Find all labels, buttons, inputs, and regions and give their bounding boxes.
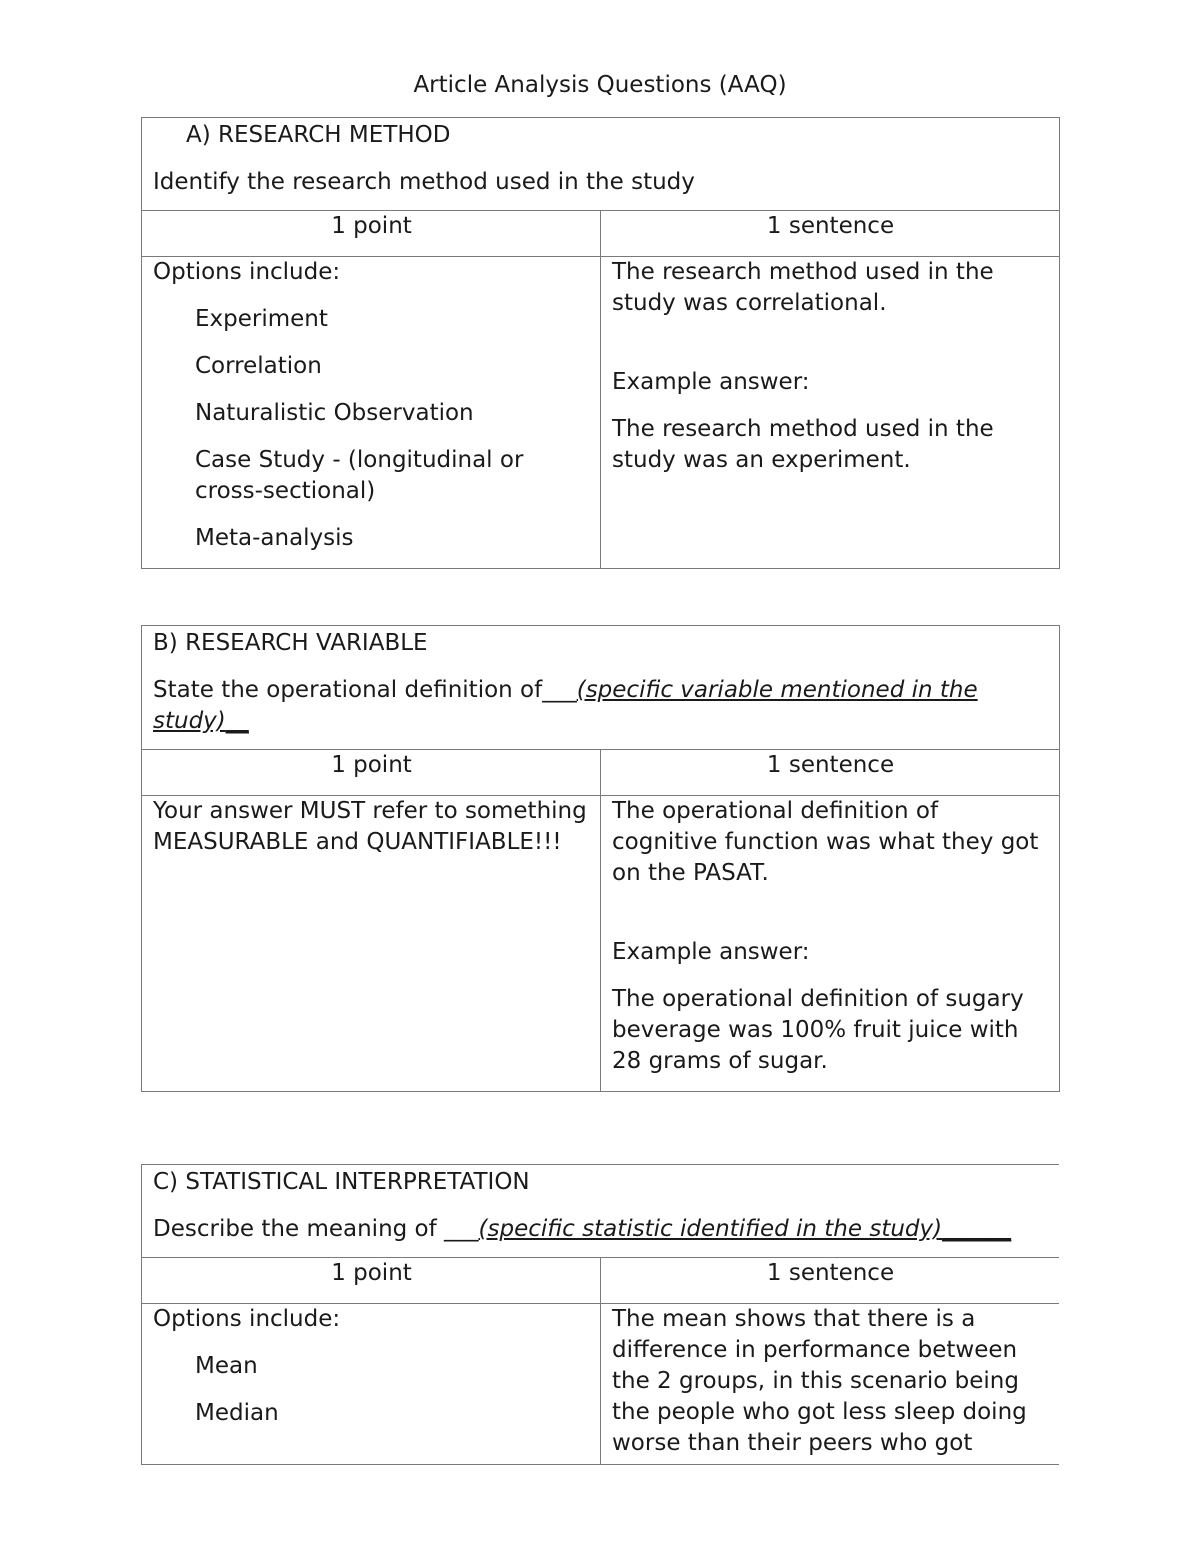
section-c-prompt-suffix: ______ xyxy=(942,1216,1012,1242)
section-c-options-cell xyxy=(142,1304,601,1466)
section-b-points-header: 1 point xyxy=(142,750,601,796)
research-variable-table xyxy=(141,625,1060,1092)
section-b-header xyxy=(142,626,1060,750)
section-b-heading: B) RESEARCH VARIABLE xyxy=(153,630,428,656)
section-a-options-intro: Options include: xyxy=(153,259,341,285)
section-b-answer-cell xyxy=(601,796,1060,1092)
document-title: Article Analysis Questions (AAQ) xyxy=(413,72,787,98)
section-b-prompt-suffix: __ xyxy=(225,708,249,734)
section-a-points-header: 1 point xyxy=(142,211,601,257)
section-b-answer: The operational definition of cognitive function was what they got on the PASAT. xyxy=(612,798,1039,886)
research-method-table xyxy=(141,117,1060,569)
section-b-sentence-header: 1 sentence xyxy=(601,750,1060,796)
section-b-guidance: Your answer MUST refer to something MEASURABLE and QUANTIFIABLE!!! xyxy=(153,798,587,855)
section-c-sentence-header: 1 sentence xyxy=(601,1258,1060,1304)
statistical-interpretation-table xyxy=(141,1164,1059,1465)
section-a-example: The research method used in the study was an experiment. xyxy=(612,416,994,473)
option-item: Experiment xyxy=(195,306,328,332)
section-b-example-label: Example answer: xyxy=(612,939,810,965)
section-b-prompt-blank: (specific variable mentioned in the study) xyxy=(153,677,978,734)
statistical-interpretation-wrapper xyxy=(141,1164,1059,1465)
section-a-options-cell xyxy=(142,257,601,569)
option-item: Mean xyxy=(195,1353,258,1379)
option-item: Median xyxy=(195,1400,279,1426)
section-a-header xyxy=(142,118,1060,211)
section-a-sentence-header: 1 sentence xyxy=(601,211,1060,257)
section-c-answer: The mean shows that there is a difference in performance between the 2 groups, in this scenario being the people who got less sleep doing worse than their peers who got xyxy=(612,1306,1027,1456)
section-c-prompt xyxy=(153,1214,1049,1245)
section-b-example: The operational definition of sugary beverage was 100% fruit juice with 28 grams of sugar. xyxy=(612,986,1024,1074)
option-item: Case Study - (longitudinal or cross-sectional) xyxy=(195,447,524,504)
section-a-prompt: Identify the research method used in the study xyxy=(153,169,695,195)
section-a-example-label: Example answer: xyxy=(612,369,810,395)
section-c-points-header: 1 point xyxy=(142,1258,601,1304)
section-c-prompt-prefix: Describe the meaning of ___ xyxy=(153,1216,479,1242)
option-item: Meta-analysis xyxy=(195,525,354,551)
section-c-answer-cell xyxy=(601,1304,1060,1466)
section-b-prompt xyxy=(153,675,1049,737)
section-a-answer: The research method used in the study was correlational. xyxy=(612,259,994,316)
option-item: Correlation xyxy=(195,353,322,379)
section-c-header xyxy=(142,1165,1060,1258)
section-b-guidance-cell xyxy=(142,796,601,1092)
section-c-options-intro: Options include: xyxy=(153,1306,341,1332)
option-item: Naturalistic Observation xyxy=(195,400,474,426)
section-b-prompt-prefix: State the operational definition of___ xyxy=(153,677,577,703)
section-c-prompt-blank: (specific statistic identified in the study) xyxy=(478,1216,943,1242)
section-a-heading: A) RESEARCH METHOD xyxy=(186,122,451,148)
section-a-answer-cell xyxy=(601,257,1060,569)
section-c-heading: C) STATISTICAL INTERPRETATION xyxy=(153,1169,530,1195)
